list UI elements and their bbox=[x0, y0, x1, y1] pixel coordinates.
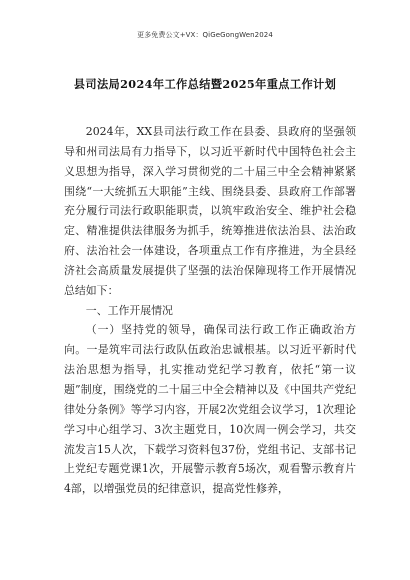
section-heading: 一、工作开展情况 bbox=[85, 303, 173, 317]
watermark-text: 更多免费公文+VX：QiGeGongWen2024 bbox=[137, 31, 273, 39]
section-paragraph: （一）坚持党的领导，确保司法行政工作正确政治方向。一是筑牢司法行政队伍政治忠诚根基。以习近平新时代法治思想为指导，扎实推动党纪学习教育，依托“第一议题”制度，围绕党的二十届三中全会精神以及《中国共产党纪律处分条例》等学习内容，开展2次党组会议学习，1次理论学习中心组学习、3次主题党日，10次周一例会学习，共交流发言15人次，下载学习资料包37份，党组书记、支部书记上党纪专题党课1次，开展警示教育5场次，观看警示教育片4部，以增强党员的纪律意识，提高党性修养， bbox=[64, 323, 356, 496]
intro-paragraph: 2024年，XX县司法行政工作在县委、县政府的坚强领导和州司法局有力指导下，以习近平新时代中国特色社会主义思想为指导，深入学习贯彻党的二十届三中全会精神紧紧围绕“一大统抓五大职能”主线、围绕县委、县政府工作部署充分履行司法行政职能职责，以筑牢政治安全、维护社会稳定、精准提供法律服务为抓手，统筹推进依法治县、法治政府、法治社会一体建设，各项重点工作有序推进，为全县经济社会高质量发展提供了坚强的法治保障现将工作开展情况总结如下： bbox=[64, 125, 356, 297]
document-title: 县司法局2024年工作总结暨2025年重点工作计划 bbox=[73, 77, 337, 91]
document-body bbox=[64, 122, 356, 499]
